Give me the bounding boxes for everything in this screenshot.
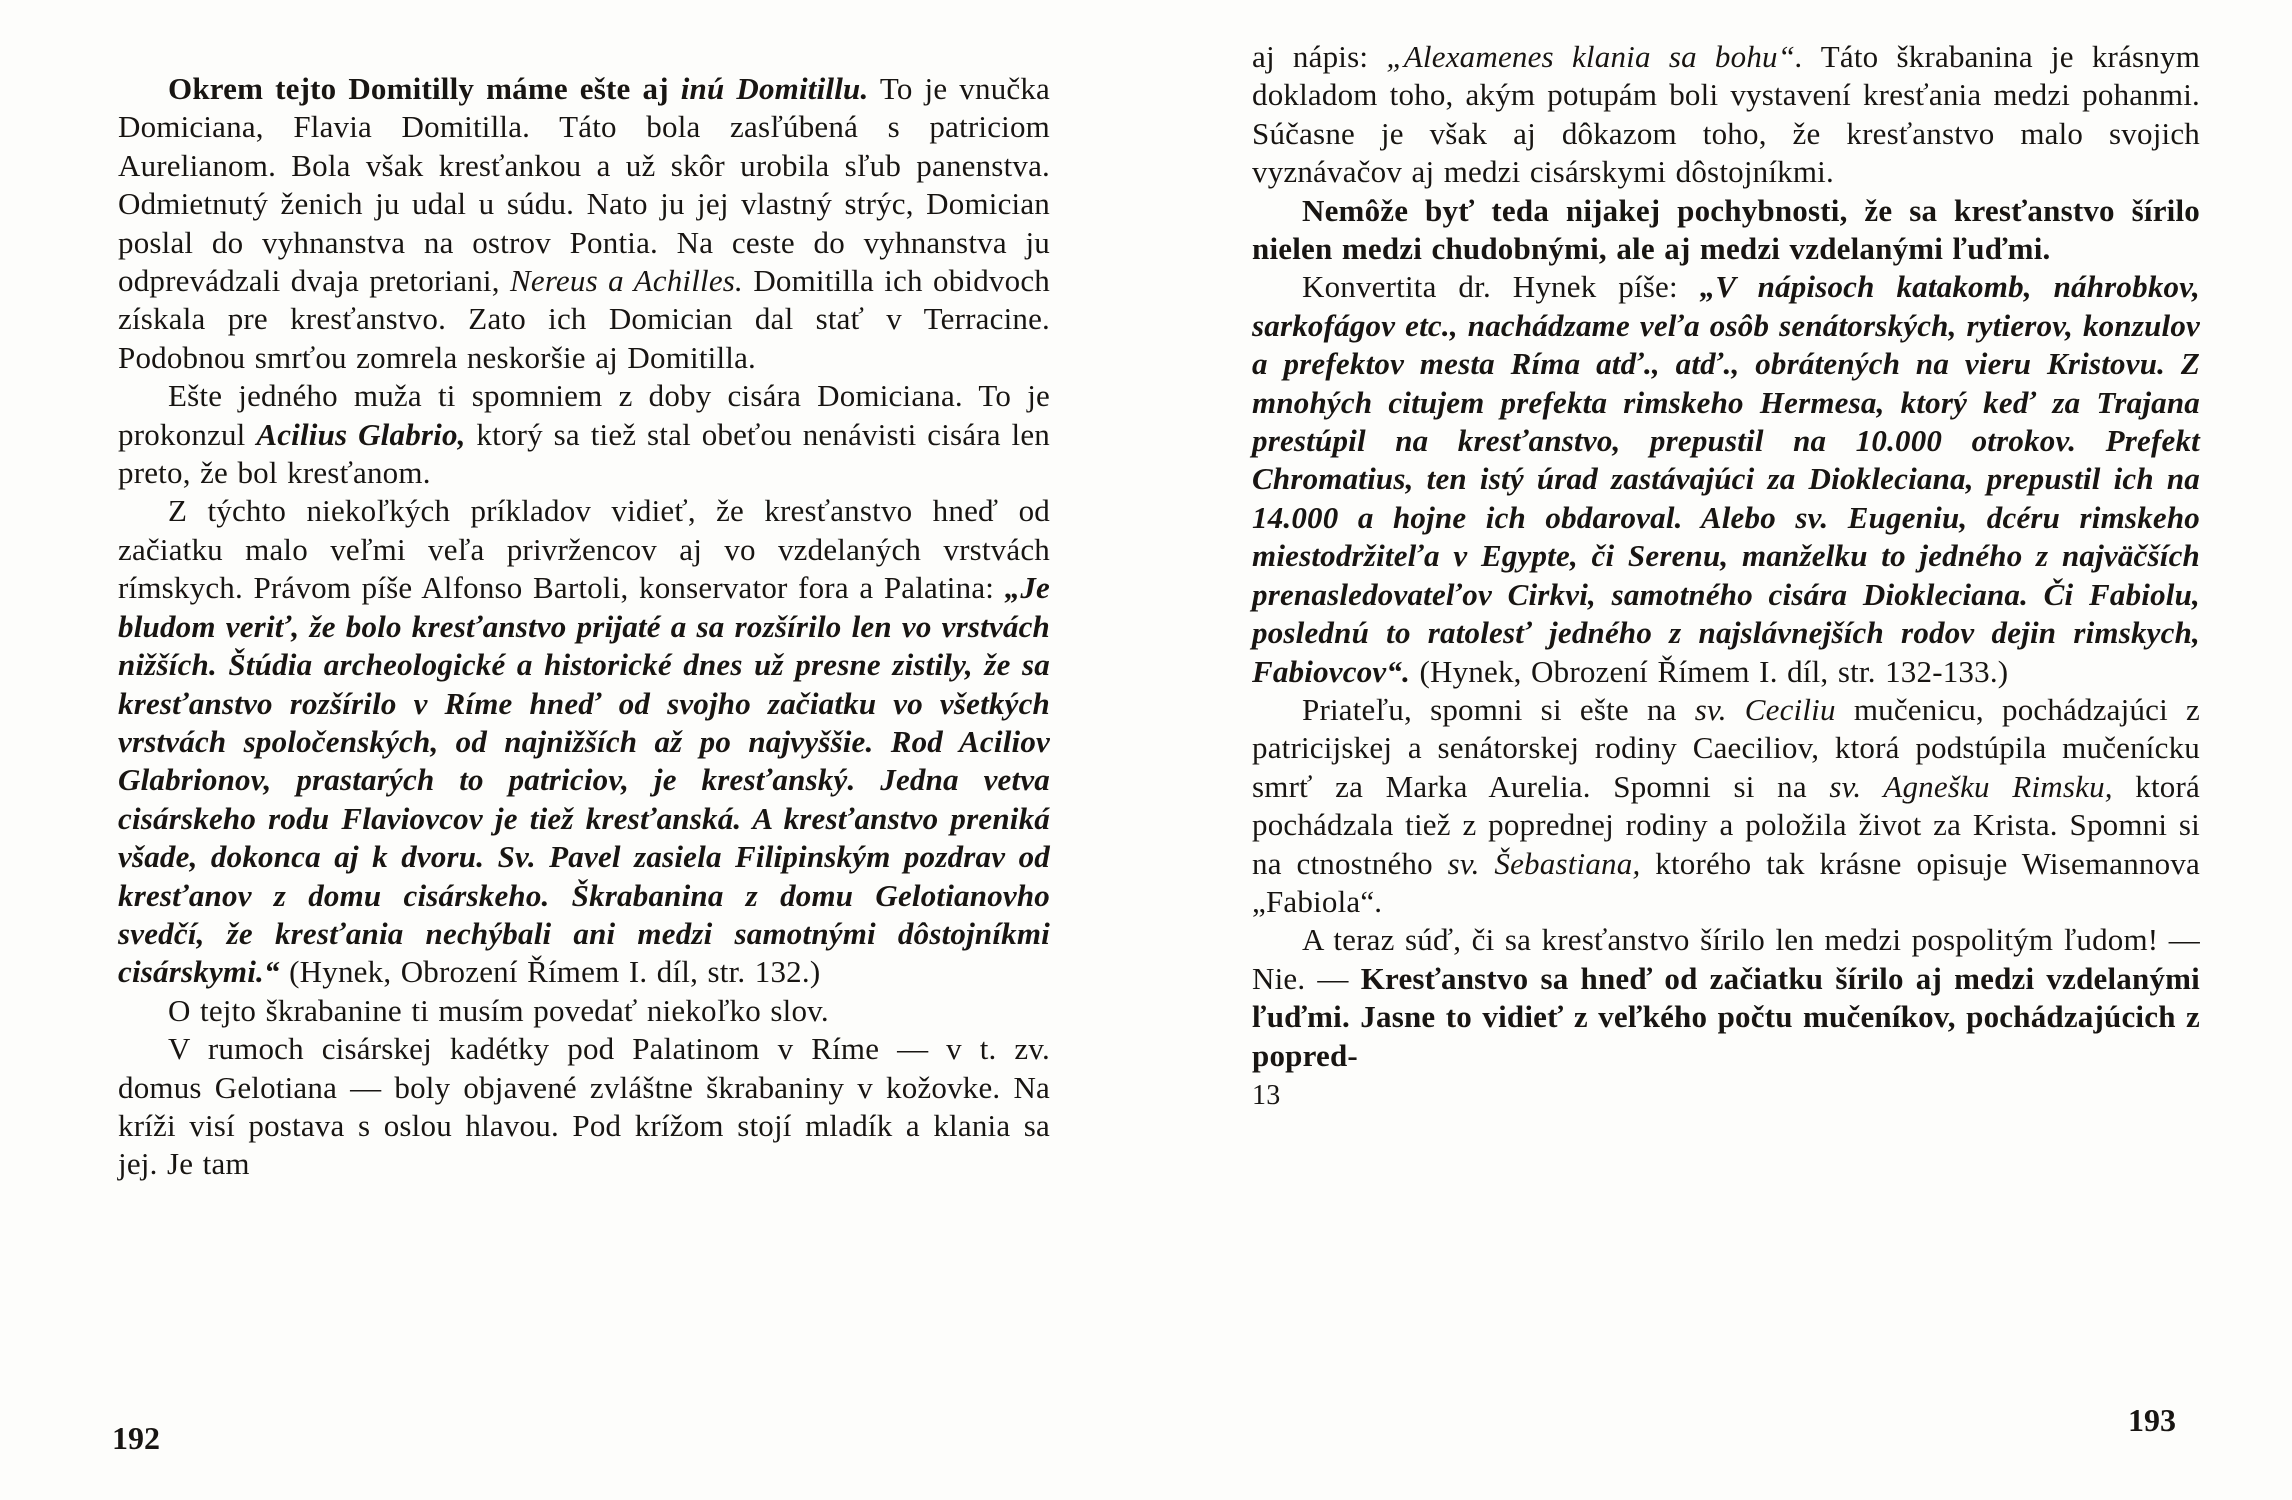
- text-segment: (Hynek, Obrození Římem I. díl, str. 132-133.): [1410, 653, 2009, 689]
- text-segment: sv. Šebastiana,: [1447, 845, 1641, 881]
- text-segment: aj nápis:: [1252, 39, 1387, 74]
- paragraph: [1252, 691, 2200, 921]
- text-segment: Táto škrabanina je krásnym dokladom toho, akým potupám boli vystavení kresťania medzi pohanmi. Súčasne je však aj dôkazom toho, že kresťanstvo malo svojich vyznávačov aj medzi cisárskymi dôstojníkmi.: [1252, 39, 2201, 190]
- text-segment: ktorý sa tiež stal obeťou nenávisti cisára len preto, že bol kresťanom.: [118, 416, 1050, 491]
- text-segment: inú Domitillu.: [680, 71, 869, 106]
- text-segment: 13: [1252, 1079, 1281, 1111]
- paragraph: [1252, 38, 2200, 192]
- page-number-left: 192: [112, 1420, 160, 1456]
- text-segment: ktorá pochádzala tiež z poprednej rodiny a položila život za Krista. Spomni si na ctnostného: [1252, 768, 2200, 881]
- paragraph: [1252, 268, 2200, 690]
- text-segment: Priateľu, spomni si ešte na: [1302, 691, 1695, 727]
- paragraph: [118, 1030, 1050, 1184]
- page-right-content: [1252, 38, 2200, 1115]
- paragraph: [118, 70, 1050, 377]
- page-number-right: 193: [2128, 1402, 2176, 1438]
- text-segment: Domitilla ich obidvoch získala pre kresťanstvo. Zato ich Domician dal stať v Terracine. Podobnou smrťou zomrela neskoršie aj Domitilla.: [118, 263, 1050, 375]
- paragraph: [118, 992, 1050, 1030]
- page-left-content: [118, 70, 1050, 1184]
- paragraph: [1252, 192, 2200, 269]
- text-segment: Konvertita dr. Hynek píše:: [1302, 269, 1700, 305]
- text-segment: sv. Agnešku Rimsku,: [1829, 768, 2113, 804]
- text-segment: ktorého tak krásne opisuje Wisemannova „Fabiola“.: [1252, 845, 2200, 919]
- text-segment: mučenicu, pochádzajúci z patricijskej a senátorskej rodiny Caeciliov, ktorá podstúpila mučenícku smrť za Marka Aurelia. Spomni si na: [1252, 691, 2200, 804]
- text-segment: „Je bludom veriť, že bolo kresťanstvo prijaté a sa rozšírilo len vo vrstvách nižších. Štúdia archeologické a historické dnes už presne zistily, že sa kresťanstvo rozšírilo v Ríme hneď od svojho začiatku vo všetkých vrstvách spoločenských, od najnižších až po najvyššie. Rod Aciliov Glabrionov, prastarých to patriciov, je kresťanský. Jedna vetva cisárskeho rodu Flaviovcov je tiež kresťanská. A kresťanstvo preniká všade, dokonca aj k dvoru. Sv. Pavel zasiela Filipinským pozdrav od kresťanov z domu cisárskeho. Škrabanina z domu Gelotianovho svedčí, že kresťania nechýbali ani medzi samotnými dôstojníkmi cisárskymi.“: [118, 570, 1050, 990]
- text-segment: sv. Ceciliu: [1694, 691, 1836, 727]
- text-segment: Ešte jedného muža ti spomniem z doby cisára Domiciana. To je prokonzul: [118, 378, 1050, 452]
- text-segment: Z týchto niekoľkých príkladov vidieť, že kresťanstvo hneď od začiatku malo veľmi veľa privržencov aj vo vzdelaných vrstvách rímskych. Právom píše Alfonso Bartoli, konservator fora a Palatina:: [118, 493, 1050, 606]
- text-segment: Acilius Glabrio,: [256, 416, 466, 452]
- text-segment: V rumoch cisárskej kadétky pod Palatinom v Ríme — v t. zv. domus Gelotiana — boly objavené zvláštne škrabaniny v kožovke. Na kríži visí postava s oslou hlavou. Pod krížom stojí mladík a klania sa jej. Je tam: [118, 1031, 1050, 1182]
- text-segment: Nereus a Achilles.: [509, 263, 744, 299]
- text-segment: O tejto škrabanine ti musím povedať niekoľko slov.: [168, 992, 829, 1028]
- text-segment: Nemôže byť teda nijakej pochybnosti, že sa kresťanstvo šírilo nielen medzi chudobnými, ale aj medzi vzdelanými ľuďmi.: [1252, 192, 2200, 267]
- text-segment: (Hynek, Obrození Římem I. díl, str. 132.): [279, 954, 821, 990]
- text-segment: Okrem tejto Domitilly máme ešte aj: [168, 71, 681, 106]
- text-segment: A teraz súď, či sa kresťanstvo šírilo len medzi pospolitým ľudom! — Nie. —: [1252, 922, 2200, 996]
- paragraph: [1252, 1077, 2200, 1115]
- text-segment: „Alexamenes klania sa bohu“.: [1386, 39, 1804, 74]
- text-segment: To je vnučka Domiciana, Flavia Domitilla. Táto bola zasľúbená s patriciom Aurelianom. Bola však kresťankou a už skôr urobila sľub panenstva. Odmietnutý ženich ju udal u súdu. Nato ju jej vlastný strýc, Domician poslal do vyhnanstva na ostrov Pontia. Na ceste do vyhnanstva ju odprevádzali dvaja pretoriani,: [118, 71, 1051, 299]
- paragraph: [1252, 921, 2200, 1075]
- text-segment: „V nápisoch katakomb, náhrobkov, sarkofágov etc., nachádzame veľa osôb senátorských, rytierov, konzulov a prefektov mesta Ríma atď., atď., obrátených na vieru Kristovu. Z mnohých citujem prefekta rimskeho Hermesa, ktorý keď za Trajana prestúpil na kresťanstvo, prepustil na 10.000 otrokov. Prefekt Chromatius, ten istý úrad zastávajúci za Diokleciana, prepustil ich na 14.000 a hojne ich obdaroval. Alebo sv. Eugeniu, dcéru rimskeho miestodržiteľa v Egypte, či Serenu, manželku to jedného z najväčších prenasledovateľov Cirkvi, samotného cisára Diokleciana. Či Fabiolu, poslednú to ratolesť jedného z najslávnejších rodov dejin rimskych, Fabiovcov“.: [1252, 269, 2200, 689]
- paragraph: [118, 492, 1050, 991]
- paragraph: [118, 377, 1050, 492]
- text-segment: Kresťanstvo sa hneď od začiatku šírilo aj medzi vzdelanými ľuďmi. Jasne to vidieť z veľkého počtu mučeníkov, pochádzajúcich z popred-: [1252, 960, 2200, 1073]
